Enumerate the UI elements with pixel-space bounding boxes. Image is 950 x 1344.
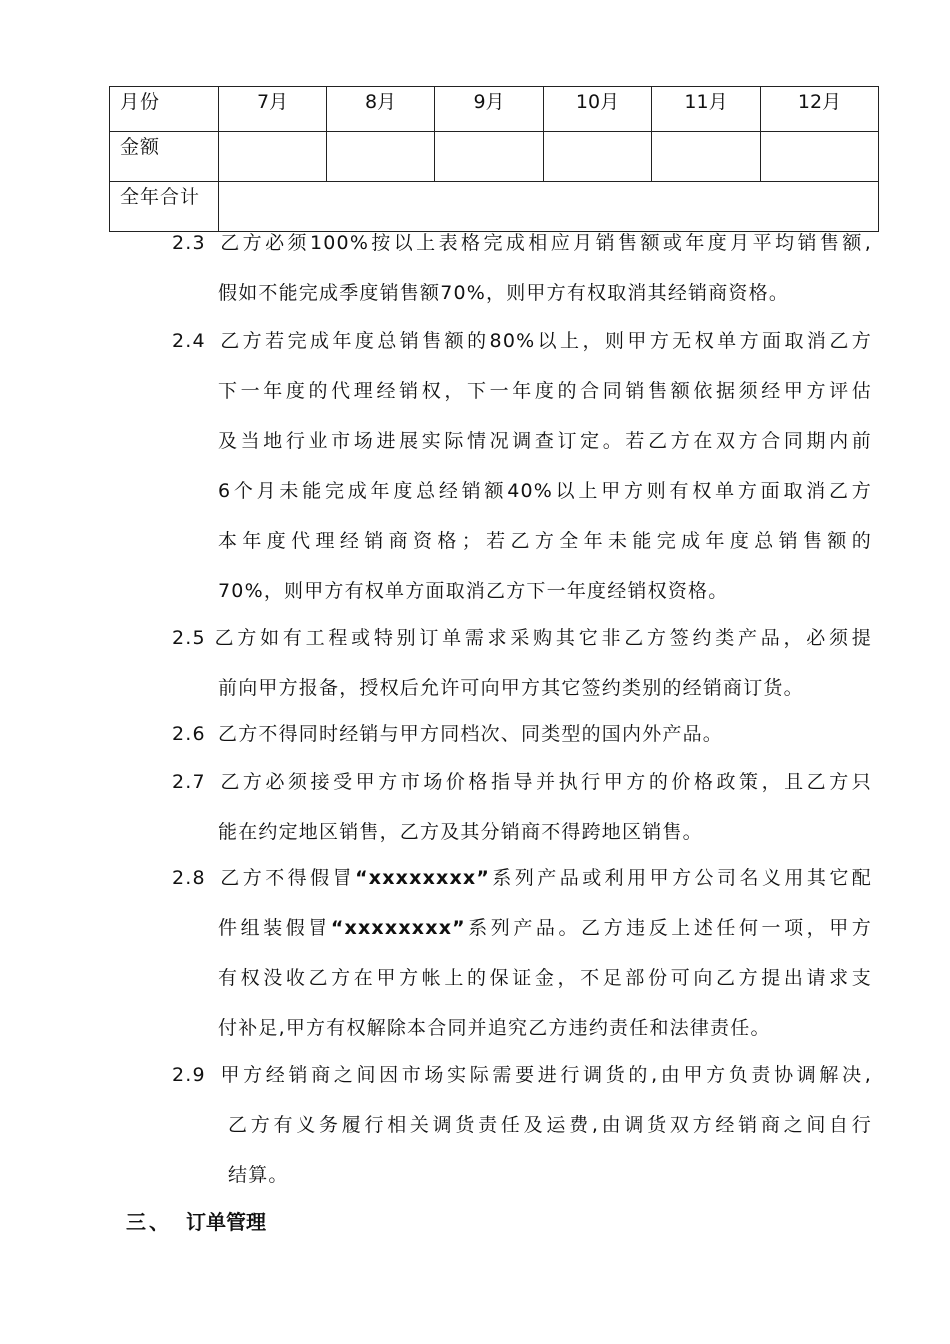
year-total-label: 全年合计 bbox=[110, 182, 219, 232]
clause-text: 系列产品或利用甲方公司名义用其它配 bbox=[490, 867, 872, 889]
clause-text: 6个月未能完成年度总经销额40%以上甲方则有权单方面取消乙方 bbox=[218, 480, 872, 502]
clause-2-5 bbox=[172, 613, 872, 713]
clause-line bbox=[172, 366, 872, 416]
clause-text: 本年度代理经销商资格；若乙方全年未能完成年度总销售额的 bbox=[218, 530, 872, 552]
clause-text: 有权没收乙方在甲方帐上的保证金，不足部份可向乙方提出请求支 bbox=[218, 967, 872, 989]
section-number: 三、 bbox=[126, 1210, 172, 1234]
clause-text: 乙方如有工程或特别订单需求采购其它非乙方签约类产品，必须提 bbox=[212, 627, 872, 649]
clause-text: 乙方不得假冒 bbox=[218, 867, 356, 889]
clause-text: 前向甲方报备，授权后允许可向甲方其它签约类别的经销商订货。 bbox=[218, 677, 804, 699]
clause-text: 假如不能完成季度销售额70%，则甲方有权取消其经销商资格。 bbox=[218, 282, 790, 304]
month-cell: 7月 bbox=[219, 87, 327, 132]
clause-line bbox=[172, 663, 872, 713]
clause-text: 乙方必须接受甲方市场价格指导并执行甲方的价格政策，且乙方只 bbox=[218, 771, 872, 793]
clause-2-6 bbox=[172, 709, 872, 759]
clause-line bbox=[172, 466, 872, 516]
clause-line bbox=[172, 1050, 872, 1100]
month-header-label: 月份 bbox=[110, 87, 219, 132]
clause-line bbox=[172, 953, 872, 1003]
clause-text: 乙方若完成年度总销售额的80%以上，则甲方无权单方面取消乙方 bbox=[218, 330, 872, 352]
month-cell: 12月 bbox=[761, 87, 879, 132]
clause-text: 系列产品。乙方违反上述任何一项，甲方 bbox=[465, 917, 872, 939]
clause-text: 件组装假冒 bbox=[218, 917, 331, 939]
clause-text: 付补足,甲方有权解除本合同并追究乙方违约责任和法律责任。 bbox=[218, 1017, 771, 1039]
clause-line bbox=[172, 416, 872, 466]
amount-cell bbox=[219, 132, 327, 182]
clause-line bbox=[172, 757, 872, 807]
table-row-amount bbox=[110, 132, 879, 182]
monthly-sales-table bbox=[109, 86, 879, 232]
clause-line bbox=[172, 1003, 872, 1053]
section-title: 订单管理 bbox=[186, 1210, 266, 1234]
clause-number: 2.6 bbox=[172, 723, 206, 745]
clause-2-3 bbox=[172, 218, 872, 318]
clause-number: 2.3 bbox=[172, 232, 206, 254]
clause-text: 能在约定地区销售，乙方及其分销商不得跨地区销售。 bbox=[218, 821, 703, 843]
clause-number: 2.4 bbox=[172, 330, 206, 352]
clause-line bbox=[172, 903, 872, 953]
clause-line bbox=[172, 1100, 872, 1150]
clause-text: 下一年度的代理经销权，下一年度的合同销售额依据须经甲方评估 bbox=[218, 380, 872, 402]
clause-line bbox=[172, 853, 872, 903]
clause-2-4 bbox=[172, 316, 872, 616]
amount-cell bbox=[435, 132, 544, 182]
amount-cell bbox=[761, 132, 879, 182]
clause-line bbox=[172, 566, 872, 616]
clause-text: 70%，则甲方有权单方面取消乙方下一年度经销权资格。 bbox=[218, 580, 729, 602]
clause-line bbox=[172, 218, 872, 268]
clause-text: 及当地行业市场进展实际情况调查订定。若乙方在双方合同期内前 bbox=[218, 430, 872, 452]
month-cell: 9月 bbox=[435, 87, 544, 132]
section-heading bbox=[126, 1200, 266, 1244]
product-series-name: “xxxxxxxx” bbox=[355, 867, 491, 889]
clause-line bbox=[172, 709, 872, 759]
amount-cell bbox=[652, 132, 761, 182]
month-cell: 11月 bbox=[652, 87, 761, 132]
amount-cell bbox=[327, 132, 435, 182]
table-row-months bbox=[110, 87, 879, 132]
clause-text: 乙方有义务履行相关调货责任及运费,由调货双方经销商之间自行 bbox=[228, 1114, 872, 1136]
clause-line bbox=[172, 807, 872, 857]
clause-line bbox=[172, 516, 872, 566]
month-cell: 8月 bbox=[327, 87, 435, 132]
clause-2-8 bbox=[172, 853, 872, 1053]
clause-2-7 bbox=[172, 757, 872, 857]
clause-line bbox=[172, 268, 872, 318]
clause-text: 乙方必须100%按以上表格完成相应月销售额或年度月平均销售额, bbox=[218, 232, 872, 254]
product-series-name: “xxxxxxxx” bbox=[330, 917, 466, 939]
clause-number: 2.5 bbox=[172, 627, 206, 649]
clause-line bbox=[172, 1150, 872, 1200]
clause-text: 乙方不得同时经销与甲方同档次、同类型的国内外产品。 bbox=[218, 723, 724, 745]
clause-2-9 bbox=[172, 1050, 872, 1200]
clause-number: 2.8 bbox=[172, 867, 206, 889]
amount-label: 金额 bbox=[110, 132, 219, 182]
clause-text: 甲方经销商之间因市场实际需要进行调货的,由甲方负责协调解决, bbox=[218, 1064, 872, 1086]
amount-cell bbox=[544, 132, 652, 182]
clause-text: 结算。 bbox=[228, 1164, 289, 1186]
clause-number: 2.9 bbox=[172, 1064, 206, 1086]
clause-number: 2.7 bbox=[172, 771, 206, 793]
month-cell: 10月 bbox=[544, 87, 652, 132]
clause-line bbox=[172, 316, 872, 366]
clause-line bbox=[172, 613, 872, 663]
